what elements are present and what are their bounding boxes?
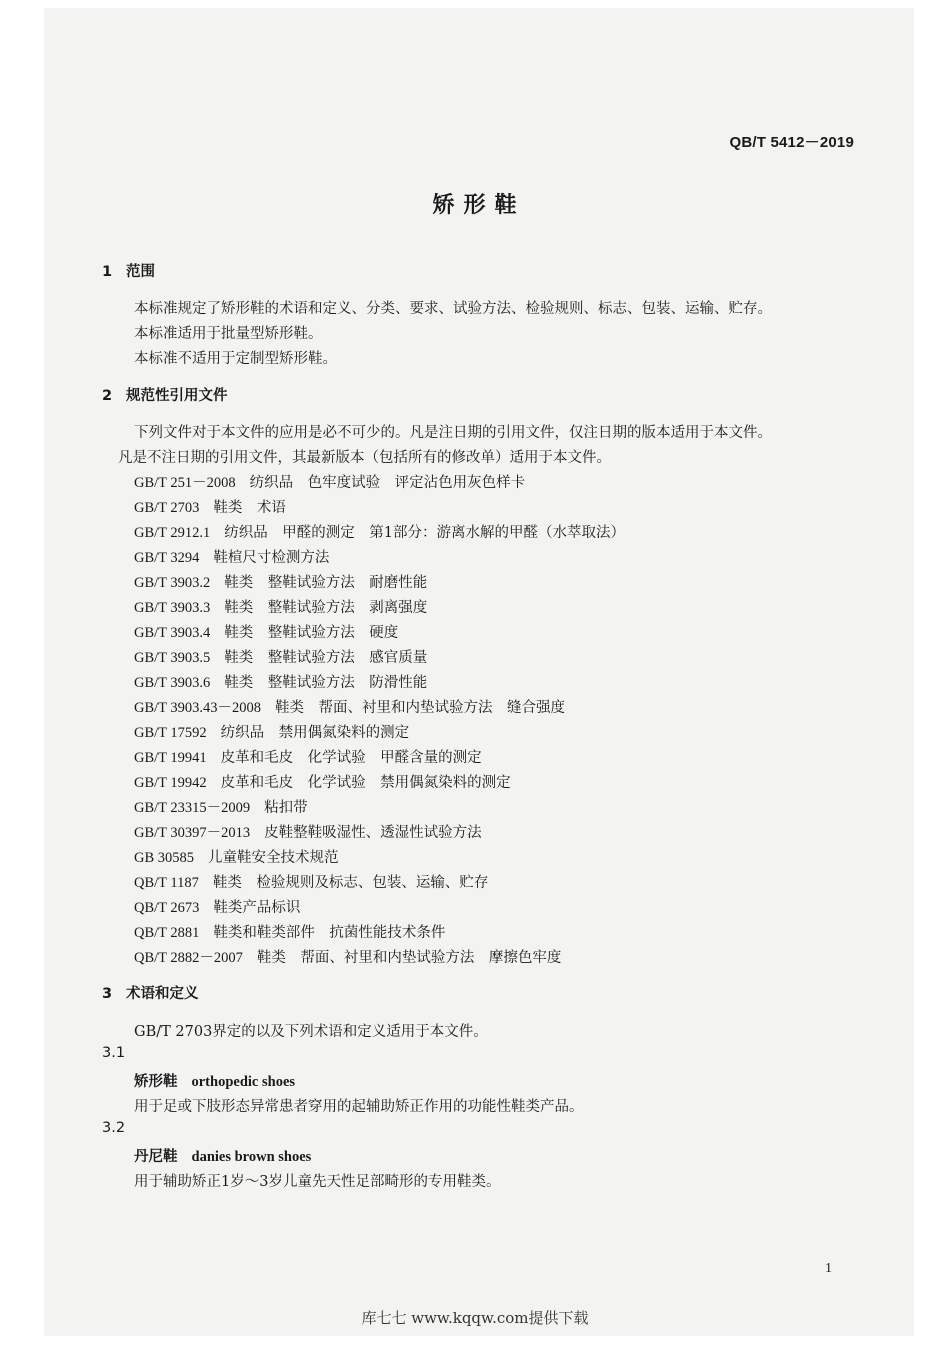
paragraph: 凡是不注日期的引用文件，其最新版本（包括所有的修改单）适用于本文件。 xyxy=(118,450,611,466)
term-number: 3.2 xyxy=(102,1120,126,1136)
reference-code: GB/T 3294 xyxy=(134,550,200,566)
paragraph: 下列文件对于本文件的应用是必不可少的。凡是注日期的引用文件，仅注日期的版本适用于本文件。 xyxy=(134,425,772,441)
reference-code: GB 30585 xyxy=(134,850,195,866)
reference-title: 鞋类 检验规则及标志、包装、运输、贮存 xyxy=(212,875,489,891)
reference-item xyxy=(134,571,427,592)
document-code: QB/T 5412－2019 xyxy=(729,134,854,151)
reference-item xyxy=(134,921,445,942)
reference-title: 儿童鞋安全技术规范 xyxy=(208,850,339,866)
reference-code: QB/T 2882－2007 xyxy=(134,950,243,966)
reference-item xyxy=(134,646,427,667)
reference-code: GB/T 3903.2 xyxy=(134,575,211,591)
document-title: 矫形鞋 xyxy=(432,193,526,218)
reference-item xyxy=(134,471,525,492)
reference-item xyxy=(134,796,308,817)
reference-title: 鞋楦尺寸检测方法 xyxy=(213,550,330,566)
reference-item xyxy=(134,671,427,692)
reference-title: 皮革和毛皮 化学试验 禁用偶氮染料的测定 xyxy=(220,775,511,791)
reference-code: GB/T 2912.1 xyxy=(134,525,211,541)
reference-code: GB/T 2703 xyxy=(134,500,200,516)
section-number: 3 xyxy=(102,986,113,1002)
reference-code: GB/T 30397－2013 xyxy=(134,825,251,841)
term-english: danies brown shoes xyxy=(191,1149,312,1165)
reference-item xyxy=(134,596,427,617)
reference-title: 粘扣带 xyxy=(264,800,308,816)
reference-code: GB/T 17592 xyxy=(134,725,207,741)
reference-item xyxy=(134,521,625,542)
reference-title: 鞋类产品标识 xyxy=(213,900,301,916)
term-definition: 用于辅助矫正1岁～3岁儿童先天性足部畸形的专用鞋类。 xyxy=(134,1174,501,1190)
reference-item xyxy=(134,696,565,717)
section-1-heading xyxy=(102,260,155,281)
paragraph: GB/T 2703界定的以及下列术语和定义适用于本文件。 xyxy=(134,1024,488,1040)
reference-item xyxy=(134,496,286,517)
section-title: 规范性引用文件 xyxy=(126,388,228,404)
reference-title: 鞋类 帮面、衬里和内垫试验方法 缝合强度 xyxy=(275,700,566,716)
reference-item xyxy=(134,896,300,917)
section-title: 范围 xyxy=(126,264,155,280)
section-3-heading xyxy=(102,982,199,1003)
section-2-heading xyxy=(102,384,228,405)
section-title: 术语和定义 xyxy=(126,986,199,1002)
reference-item xyxy=(134,621,398,642)
reference-item xyxy=(134,871,488,892)
section-number: 1 xyxy=(102,264,113,280)
reference-title: 纺织品 色牢度试验 评定沾色用灰色样卡 xyxy=(249,475,526,491)
reference-title: 皮革和毛皮 化学试验 甲醛含量的测定 xyxy=(220,750,482,766)
reference-title: 鞋类 整鞋试验方法 耐磨性能 xyxy=(224,575,428,591)
reference-item xyxy=(134,846,339,867)
reference-item xyxy=(134,546,329,567)
page-number: 1 xyxy=(825,1261,832,1276)
reference-item xyxy=(134,746,482,767)
reference-title: 纺织品 甲醛的测定 第1部分：游离水解的甲醛（水萃取法） xyxy=(224,525,626,541)
reference-code: GB/T 3903.5 xyxy=(134,650,211,666)
term-definition: 用于足或下肢形态异常患者穿用的起辅助矫正作用的功能性鞋类产品。 xyxy=(134,1099,584,1115)
reference-title: 皮鞋整鞋吸湿性、透湿性试验方法 xyxy=(264,825,482,841)
term-chinese: 矫形鞋 xyxy=(134,1073,178,1090)
reference-item xyxy=(134,946,561,967)
reference-title: 鞋类 整鞋试验方法 防滑性能 xyxy=(224,675,428,691)
download-footer: 库七七 www.kqqw.com提供下载 xyxy=(361,1309,589,1327)
reference-code: GB/T 3903.6 xyxy=(134,675,211,691)
reference-title: 纺织品 禁用偶氮染料的测定 xyxy=(220,725,410,741)
document-page xyxy=(44,8,914,1336)
paragraph: 本标准规定了矫形鞋的术语和定义、分类、要求、试验方法、检验规则、标志、包装、运输、贮存。 xyxy=(134,301,772,317)
reference-code: GB/T 3903.4 xyxy=(134,625,211,641)
paragraph: 本标准适用于批量型矫形鞋。 xyxy=(134,326,323,342)
reference-item xyxy=(134,821,482,842)
term-english: orthopedic shoes xyxy=(191,1074,296,1090)
reference-code: GB/T 3903.3 xyxy=(134,600,211,616)
reference-title: 鞋类 整鞋试验方法 硬度 xyxy=(224,625,399,641)
reference-code: GB/T 251－2008 xyxy=(134,475,236,491)
reference-item xyxy=(134,771,511,792)
reference-title: 鞋类 帮面、衬里和内垫试验方法 摩擦色牢度 xyxy=(256,950,562,966)
paragraph: 本标准不适用于定制型矫形鞋。 xyxy=(134,351,337,367)
reference-code: GB/T 23315－2009 xyxy=(134,800,251,816)
reference-code: GB/T 19942 xyxy=(134,775,207,791)
reference-title: 鞋类和鞋类部件 抗菌性能技术条件 xyxy=(213,925,446,941)
reference-title: 鞋类 整鞋试验方法 感官质量 xyxy=(224,650,428,666)
term-chinese: 丹尼鞋 xyxy=(134,1148,178,1165)
reference-title: 鞋类 术语 xyxy=(213,500,286,516)
reference-code: GB/T 19941 xyxy=(134,750,207,766)
term-number: 3.1 xyxy=(102,1045,126,1061)
term-entry xyxy=(134,1070,295,1091)
reference-item xyxy=(134,721,409,742)
section-number: 2 xyxy=(102,388,113,404)
term-entry xyxy=(134,1145,311,1166)
reference-title: 鞋类 整鞋试验方法 剥离强度 xyxy=(224,600,428,616)
reference-code: QB/T 1187 xyxy=(134,875,199,891)
reference-code: GB/T 3903.43－2008 xyxy=(134,700,262,716)
reference-code: QB/T 2673 xyxy=(134,900,200,916)
reference-code: QB/T 2881 xyxy=(134,925,200,941)
